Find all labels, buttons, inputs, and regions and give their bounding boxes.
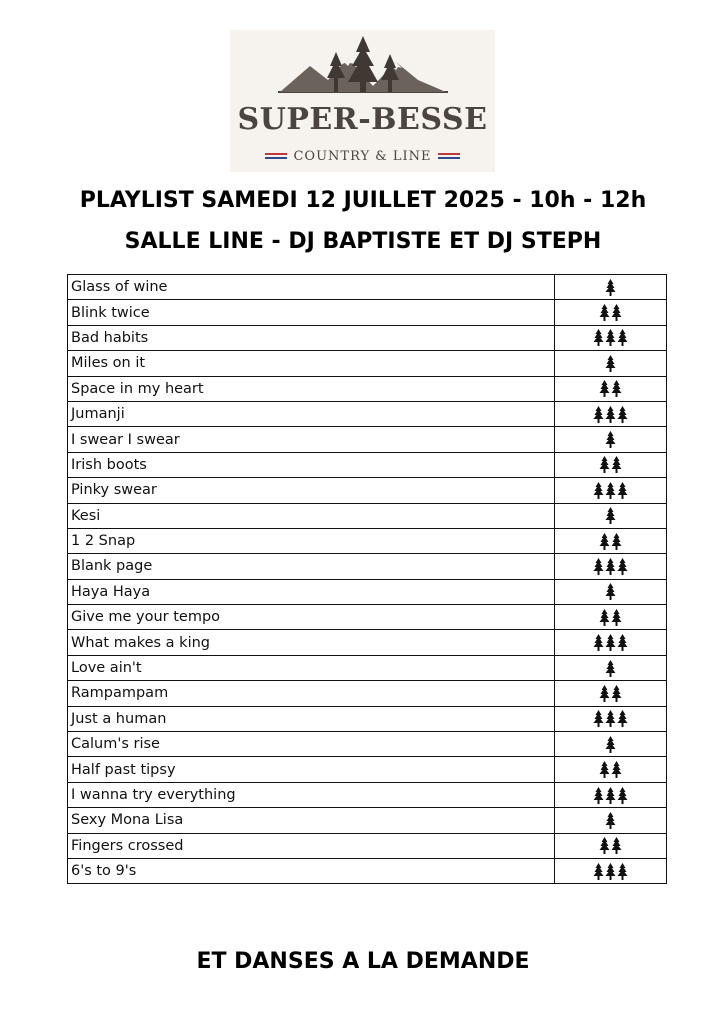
- table-row: [68, 757, 667, 782]
- table-row: [68, 351, 667, 376]
- difficulty-level: [555, 376, 667, 401]
- pine-tree-icon: [599, 380, 610, 397]
- difficulty-level: [555, 579, 667, 604]
- song-title: Just a human: [68, 706, 555, 731]
- table-row: [68, 655, 667, 680]
- level-trees: [599, 761, 622, 778]
- difficulty-level: [555, 452, 667, 477]
- pine-tree-icon: [593, 329, 604, 346]
- logo-stripe-left: [265, 153, 287, 159]
- pine-tree-icon: [611, 380, 622, 397]
- song-title: Haya Haya: [68, 579, 555, 604]
- level-trees: [599, 837, 622, 854]
- level-trees: [605, 660, 616, 677]
- song-title: Irish boots: [68, 452, 555, 477]
- mountains-pines-logo-icon: [278, 36, 448, 96]
- difficulty-level: [555, 732, 667, 757]
- difficulty-level: [555, 478, 667, 503]
- pine-tree-icon: [611, 761, 622, 778]
- level-trees: [599, 380, 622, 397]
- table-row: [68, 452, 667, 477]
- song-title: I wanna try everything: [68, 782, 555, 807]
- level-trees: [605, 279, 616, 296]
- difficulty-level: [555, 630, 667, 655]
- table-row: [68, 681, 667, 706]
- level-trees: [599, 533, 622, 550]
- song-title: Glass of wine: [68, 275, 555, 300]
- level-trees: [593, 787, 628, 804]
- song-title: Give me your tempo: [68, 605, 555, 630]
- table-row: [68, 325, 667, 350]
- difficulty-level: [555, 655, 667, 680]
- song-title: Pinky swear: [68, 478, 555, 503]
- pine-tree-icon: [605, 710, 616, 727]
- table-row: [68, 503, 667, 528]
- pine-tree-icon: [593, 406, 604, 423]
- pine-tree-icon: [617, 787, 628, 804]
- song-title: Sexy Mona Lisa: [68, 808, 555, 833]
- song-title: Space in my heart: [68, 376, 555, 401]
- pine-tree-icon: [593, 558, 604, 575]
- level-trees: [599, 685, 622, 702]
- pine-tree-icon: [605, 406, 616, 423]
- pine-tree-icon: [611, 456, 622, 473]
- level-trees: [599, 304, 622, 321]
- pine-tree-icon: [593, 482, 604, 499]
- pine-tree-icon: [605, 329, 616, 346]
- logo-subtitle-row: [230, 147, 495, 165]
- pine-tree-icon: [617, 634, 628, 651]
- table-row: [68, 427, 667, 452]
- song-title: 6's to 9's: [68, 858, 555, 883]
- song-title: Rampampam: [68, 681, 555, 706]
- pine-tree-icon: [593, 787, 604, 804]
- pine-tree-icon: [593, 863, 604, 880]
- table-row: [68, 858, 667, 883]
- pine-tree-icon: [605, 482, 616, 499]
- song-title: Blank page: [68, 554, 555, 579]
- song-title: Blink twice: [68, 300, 555, 325]
- pine-tree-icon: [605, 736, 616, 753]
- difficulty-level: [555, 554, 667, 579]
- difficulty-level: [555, 503, 667, 528]
- room-dj-heading: SALLE LINE - DJ BAPTISTE ET DJ STEPH: [124, 229, 602, 254]
- pine-tree-icon: [605, 558, 616, 575]
- logo-brand-name: SUPER-BESSE: [237, 102, 488, 137]
- pine-tree-icon: [605, 634, 616, 651]
- super-besse-logo: [230, 30, 495, 172]
- level-trees: [605, 583, 616, 600]
- song-title: Kesi: [68, 503, 555, 528]
- pine-tree-icon: [599, 304, 610, 321]
- pine-tree-icon: [605, 279, 616, 296]
- level-trees: [605, 736, 616, 753]
- table-row: [68, 782, 667, 807]
- pine-tree-icon: [599, 761, 610, 778]
- song-title: 1 2 Snap: [68, 528, 555, 553]
- level-trees: [605, 355, 616, 372]
- logo-subtitle: COUNTRY & LINE: [293, 148, 432, 164]
- pine-tree-icon: [617, 558, 628, 575]
- difficulty-level: [555, 681, 667, 706]
- difficulty-level: [555, 757, 667, 782]
- difficulty-level: [555, 351, 667, 376]
- song-title: I swear I swear: [68, 427, 555, 452]
- table-row: [68, 275, 667, 300]
- table-row: [68, 579, 667, 604]
- pine-tree-icon: [599, 685, 610, 702]
- level-trees: [593, 863, 628, 880]
- song-title: Love ain't: [68, 655, 555, 680]
- table-row: [68, 401, 667, 426]
- table-row: [68, 554, 667, 579]
- pine-tree-icon: [617, 482, 628, 499]
- difficulty-level: [555, 833, 667, 858]
- song-title: Jumanji: [68, 401, 555, 426]
- level-trees: [593, 710, 628, 727]
- difficulty-level: [555, 275, 667, 300]
- level-trees: [593, 406, 628, 423]
- table-row: [68, 300, 667, 325]
- level-trees: [605, 812, 616, 829]
- pine-tree-icon: [605, 431, 616, 448]
- playlist-heading: PLAYLIST SAMEDI 12 JUILLET 2025 - 10h - 12h: [79, 188, 647, 213]
- song-title: Calum's rise: [68, 732, 555, 757]
- difficulty-level: [555, 528, 667, 553]
- logo-stripe-right: [438, 153, 460, 159]
- table-row: [68, 376, 667, 401]
- difficulty-level: [555, 858, 667, 883]
- pine-tree-icon: [605, 507, 616, 524]
- level-trees: [593, 329, 628, 346]
- pine-tree-icon: [593, 634, 604, 651]
- difficulty-level: [555, 401, 667, 426]
- difficulty-level: [555, 808, 667, 833]
- pine-tree-icon: [611, 685, 622, 702]
- table-row: [68, 833, 667, 858]
- pine-tree-icon: [605, 583, 616, 600]
- pine-tree-icon: [611, 609, 622, 626]
- difficulty-level: [555, 782, 667, 807]
- level-trees: [599, 456, 622, 473]
- song-title: Fingers crossed: [68, 833, 555, 858]
- pine-tree-icon: [593, 710, 604, 727]
- level-trees: [605, 431, 616, 448]
- pine-tree-icon: [605, 355, 616, 372]
- pine-tree-icon: [605, 660, 616, 677]
- table-row: [68, 732, 667, 757]
- level-trees: [593, 558, 628, 575]
- song-title: Half past tipsy: [68, 757, 555, 782]
- pine-tree-icon: [617, 710, 628, 727]
- pine-tree-icon: [605, 863, 616, 880]
- pine-tree-icon: [599, 456, 610, 473]
- difficulty-level: [555, 427, 667, 452]
- pine-tree-icon: [617, 863, 628, 880]
- difficulty-level: [555, 300, 667, 325]
- pine-tree-icon: [611, 837, 622, 854]
- pine-tree-icon: [611, 533, 622, 550]
- table-row: [68, 605, 667, 630]
- song-title: What makes a king: [68, 630, 555, 655]
- table-row: [68, 706, 667, 731]
- level-trees: [599, 609, 622, 626]
- song-title: Miles on it: [68, 351, 555, 376]
- level-trees: [605, 507, 616, 524]
- pine-tree-icon: [611, 304, 622, 321]
- table-row: [68, 808, 667, 833]
- pine-tree-icon: [599, 609, 610, 626]
- level-trees: [593, 634, 628, 651]
- table-row: [68, 630, 667, 655]
- table-row: [68, 478, 667, 503]
- difficulty-level: [555, 325, 667, 350]
- difficulty-level: [555, 605, 667, 630]
- footer-note: ET DANSES A LA DEMANDE: [196, 949, 530, 974]
- song-title: Bad habits: [68, 325, 555, 350]
- table-row: [68, 528, 667, 553]
- pine-tree-icon: [605, 787, 616, 804]
- level-trees: [593, 482, 628, 499]
- pine-tree-icon: [617, 329, 628, 346]
- pine-tree-icon: [599, 837, 610, 854]
- difficulty-level: [555, 706, 667, 731]
- pine-tree-icon: [599, 533, 610, 550]
- playlist-table: [67, 274, 667, 884]
- pine-tree-icon: [605, 812, 616, 829]
- pine-tree-icon: [617, 406, 628, 423]
